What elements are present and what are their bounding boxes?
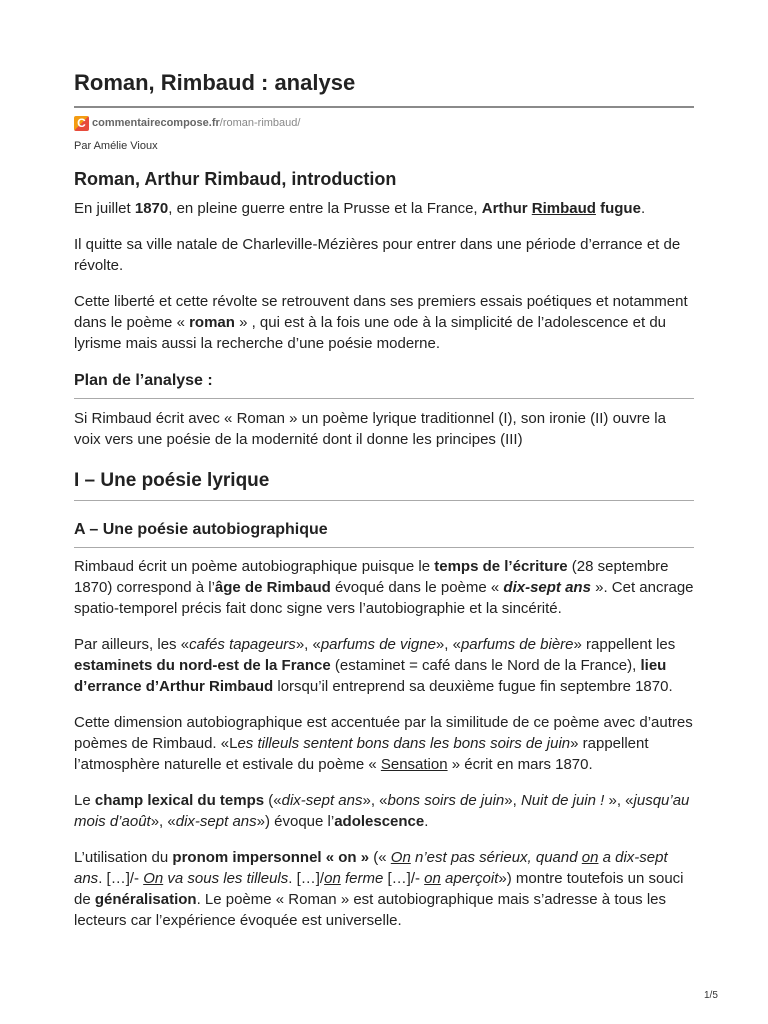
intro-paragraph-2: Il quitte sa ville natale de Charleville-Mézières pour entrer dans une période d’errance et de révolte. xyxy=(74,236,681,274)
intro-paragraph-1: En juillet 1870, en pleine guerre entre la Prusse et la France, Arthur Rimbaud fugue. xyxy=(74,200,646,217)
part1-paragraph-4: Le champ lexical du temps («dix-sept ans», «bons soirs de juin», Nuit de juin ! », «jusqu’au mois d’août», «dix-sept ans») évoque l’adolescence. xyxy=(74,792,690,830)
intro-heading: Roman, Arthur Rimbaud, introduction xyxy=(74,169,397,189)
plan-paragraph: Si Rimbaud écrit avec « Roman » un poème lyrique traditionnel (I), son ironie (II) ouvre la voix vers une poésie de la modernité dont il donne les principes (III) xyxy=(74,410,666,448)
author-line: Par Amélie Vioux xyxy=(74,140,158,152)
site-logo-icon: C xyxy=(74,116,89,131)
source-domain: commentairecompose.fr xyxy=(92,117,220,129)
part1-divider xyxy=(74,500,694,501)
plan-heading: Plan de l’analyse : xyxy=(74,372,213,389)
page-title: Roman, Rimbaud : analyse xyxy=(74,70,356,95)
part1-paragraph-1: Rimbaud écrit un poème autobiographique puisque le temps de l’écriture (28 septembre 1870) correspond à l’âge de Rimbaud évoqué dans le poème « dix-sept ans ». Cet ancrage spatio-temporel précis fait donc signe vers l’autobiographie et la sincérité. xyxy=(74,558,694,617)
source-line xyxy=(74,114,694,132)
part1-paragraph-3: Cette dimension autobiographique est accentuée par la similitude de ce poème avec d’autres poèmes de Rimbaud. «Les tilleuls sentent bons dans les bons soirs de juin» rappellent l’atmosphère naturelle et estivale du poème « Sensation » écrit en mars 1870. xyxy=(74,714,693,773)
intro-paragraph-3: Cette liberté et cette révolte se retrouvent dans ses premiers essais poétiques et notamment dans le poème « roman » , qui est à la fois une ode à la simplicité de l’adolescence et du lyrisme mais aussi la recherche d’une poésie moderne. xyxy=(74,293,688,352)
source-path: /roman-rimbaud/ xyxy=(219,117,301,129)
part1-sub-a-heading: A – Une poésie autobiographique xyxy=(74,521,328,538)
part1-paragraph-5: L’utilisation du pronom impersonnel « on » (« On n’est pas sérieux, quand on a dix-sept ans. […]/- On va sous les tilleuls. […]/on ferme […]/- on aperçoit») montre toutefois un souci de généralisation. Le poème « Roman » est autobiographique mais s’adresse à tous les lecteurs car l’expérience évoquée est universelle. xyxy=(74,849,684,929)
page-number: 1/5 xyxy=(704,990,718,1001)
source-link[interactable] xyxy=(92,117,300,129)
part1-heading: I – Une poésie lyrique xyxy=(74,470,270,491)
title-divider xyxy=(74,106,694,108)
plan-divider xyxy=(74,398,694,399)
sub-a-divider xyxy=(74,547,694,548)
part1-paragraph-2: Par ailleurs, les «cafés tapageurs», «parfums de vigne», «parfums de bière» rappellent les estaminets du nord-est de la France (estaminet = café dans le Nord de la France), lieu d’errance d’Arthur Rimbaud lorsqu’il entreprend sa deuxième fugue fin septembre 1870. xyxy=(74,636,676,695)
document-page xyxy=(74,70,694,946)
